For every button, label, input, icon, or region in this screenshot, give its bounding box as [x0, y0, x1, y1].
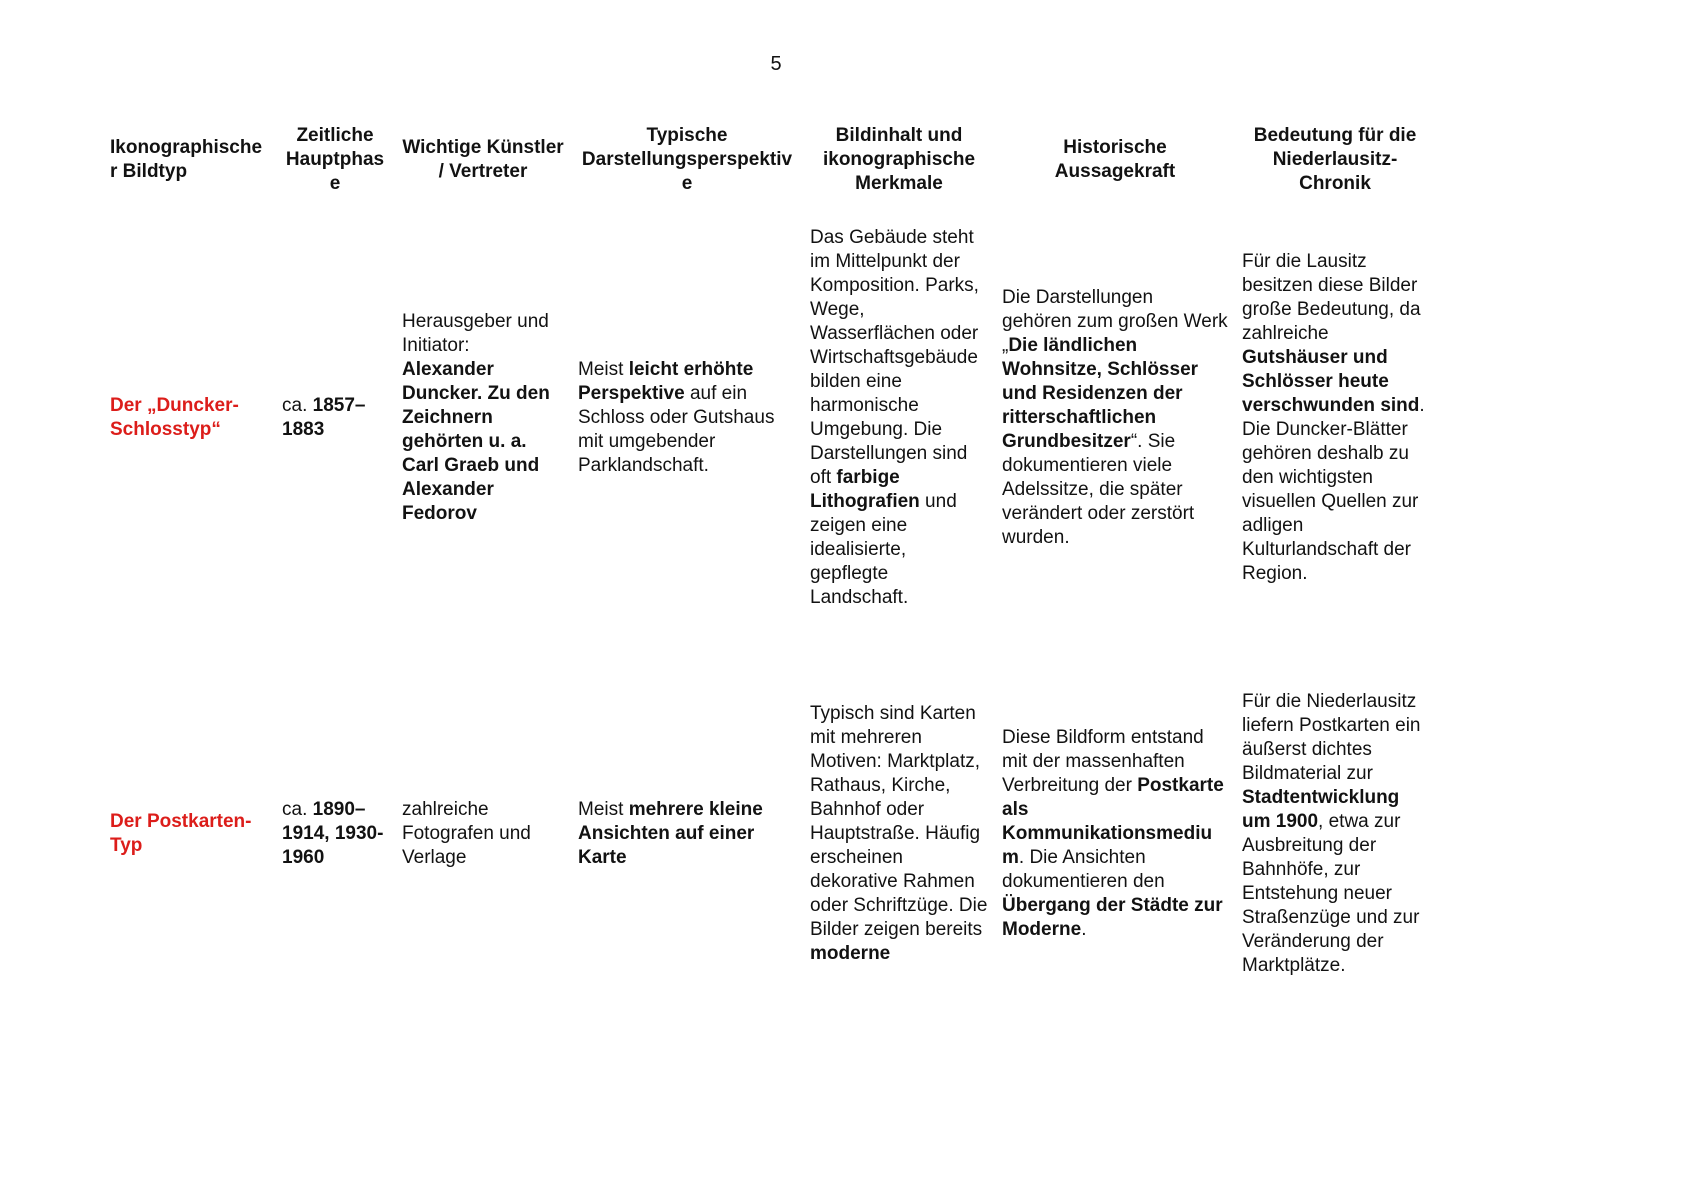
bildtyp-table: [110, 118, 1442, 1034]
cell-duncker-hauptphase: ca. 1857–1883: [282, 395, 366, 440]
cell-postkarte-perspektive: Meist mehrere kleine Ansichten auf einer Karte: [578, 799, 763, 868]
column-header-bildtyp: Ikonographischer Bildtyp: [110, 137, 263, 182]
table-row-duncker-schlosstyp: [110, 202, 1442, 634]
column-header-kuenstler: Wichtige Künstler / Vertreter: [402, 137, 564, 182]
page-content: [110, 52, 1442, 1034]
header-row: [110, 118, 1442, 202]
cell-postkarte-aussagekraft: Diese Bildform entstand mit der massenhaften Verbreitung der Postkarte als Kommunikationsmedium. Die Ansichten dokumentieren den Übergang der Städte zur Moderne.: [1002, 727, 1224, 940]
cell-duncker-merkmale: Das Gebäude steht im Mittelpunkt der Komposition. Parks, Wege, Wasserflächen oder Wirtschaftsgebäude bilden eine harmonische Umgebung. Die Darstellungen sind oft farbige Lithografien und zeigen eine idealisierte, gepflegte Landschaft.: [810, 227, 979, 608]
cell-postkarte-kuenstler: zahlreiche Fotografen und Verlage: [402, 799, 531, 868]
table-row-postkarten-typ: [110, 634, 1442, 1034]
cell-postkarte-hauptphase: ca. 1890–1914, 1930-1960: [282, 799, 384, 868]
cell-duncker-kuenstler: Herausgeber und Initiator: Alexander Duncker. Zu den Zeichnern gehörten u. a. Carl Graeb und Alexander Fedorov: [402, 311, 550, 524]
column-header-perspektive: Typische Darstellungsperspektive: [581, 125, 793, 194]
column-header-hauptphase: Zeitliche Hauptphase: [285, 125, 385, 194]
cell-postkarte-merkmale: Typisch sind Karten mit mehreren Motiven: Marktplatz, Rathaus, Kirche, Bahnhof oder Hauptstraße. Häufig erscheinen dekorative Rahmen oder Schriftzüge. Die Bilder zeigen bereits moderne: [810, 703, 988, 964]
page-number: 5: [770, 53, 782, 75]
cell-duncker-perspektive: Meist leicht erhöhte Perspektive auf ein Schloss oder Gutshaus mit umgebender Parklandschaft.: [578, 359, 775, 476]
row-label-duncker-schlosstyp: Der „Duncker-Schlosstyp“: [110, 395, 239, 440]
column-header-aussagekraft: Historische Aussagekraft: [1054, 137, 1176, 182]
cell-postkarte-bedeutung: Für die Niederlausitz liefern Postkarten ein äußerst dichtes Bildmaterial zur Stadtentwicklung um 1900, etwa zur Ausbreitung der Bahnhöfe, zur Entstehung neuer Straßenzüge und zur Veränderung der Marktplätze.: [1242, 691, 1421, 976]
column-header-merkmale: Bildinhalt und ikonographische Merkmale: [822, 125, 976, 194]
column-header-bedeutung: Bedeutung für die Niederlausitz-Chronik: [1253, 125, 1417, 194]
cell-duncker-aussagekraft: Die Darstellungen gehören zum großen Werk „Die ländlichen Wohnsitze, Schlösser und Residenzen der ritterschaftlichen Grundbesitzer“. Sie dokumentieren viele Adelssitze, die später verändert oder zerstört wurden.: [1002, 287, 1228, 548]
cell-duncker-bedeutung: Für die Lausitz besitzen diese Bilder große Bedeutung, da zahlreiche Gutshäuser und Schlösser heute verschwunden sind. Die Duncker-Blätter gehören deshalb zu den wichtigsten visuellen Quellen zur adligen Kulturlandschaft der Region.: [1242, 251, 1425, 584]
row-label-postkarten-typ: Der Postkarten-Typ: [110, 811, 252, 856]
